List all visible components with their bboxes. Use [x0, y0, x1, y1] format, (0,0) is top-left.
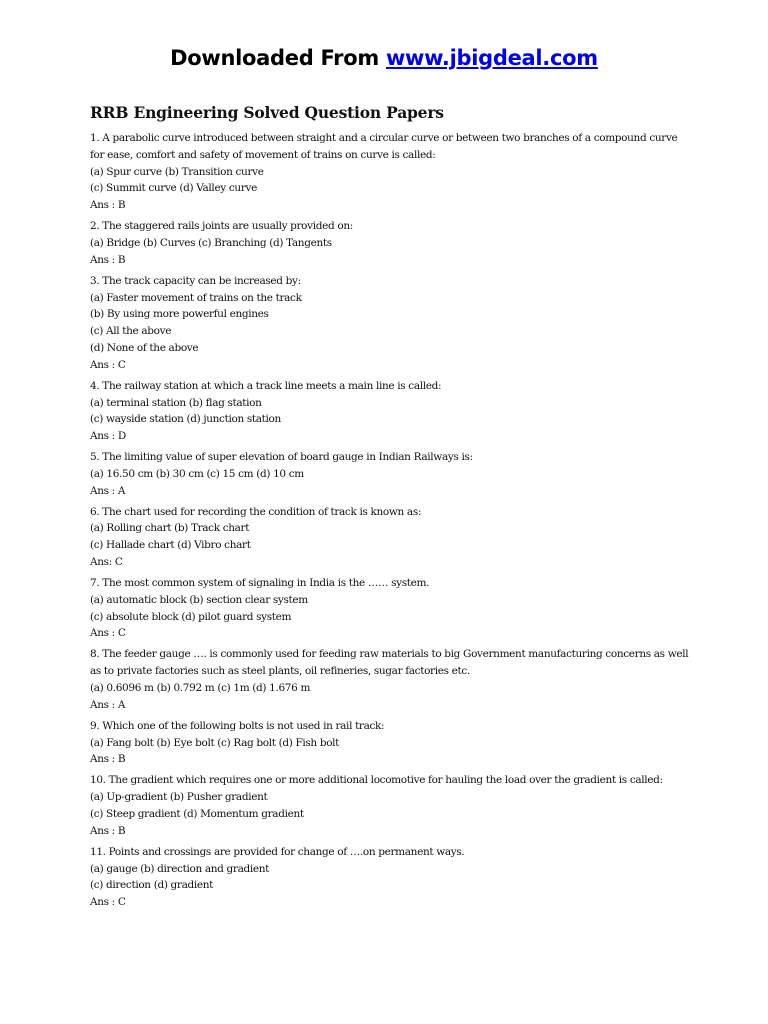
option-line: (a) 0.6096 m (b) 0.792 m (c) 1m (d) 1.676 m	[90, 682, 311, 695]
option-line: (c) All the above	[90, 325, 172, 338]
question-text: 9. Which one of the following bolts is not used in rail track:	[90, 719, 385, 732]
answer-line: Ans: C	[90, 556, 123, 569]
answer-line: Ans : C	[90, 627, 126, 640]
question-list	[90, 130, 690, 915]
answer-line: Ans : A	[90, 484, 126, 497]
option-line: (b) By using more powerful engines	[90, 308, 269, 321]
question-item	[90, 844, 690, 911]
banner-link[interactable]: www.jbigdeal.com	[385, 46, 598, 70]
option-line: (c) Steep gradient (d) Momentum gradient	[90, 807, 304, 820]
option-line: (a) Rolling chart (b) Track chart	[90, 522, 250, 535]
option-line: (a) Fang bolt (b) Eye bolt (c) Rag bolt (d) Fish bolt	[90, 736, 340, 749]
question-text: 11. Points and crossings are provided for change of ….on permanent ways.	[90, 845, 465, 858]
question-text: 7. The most common system of signaling in India is the …… system.	[90, 577, 430, 590]
answer-line: Ans : C	[90, 896, 126, 909]
answer-line: Ans : D	[90, 430, 126, 443]
question-text: 4. The railway station at which a track line meets a main line is called:	[90, 379, 442, 392]
answer-line: Ans : B	[90, 199, 126, 212]
option-line: (c) absolute block (d) pilot guard system	[90, 610, 292, 623]
option-line: (a) gauge (b) direction and gradient	[90, 862, 270, 875]
question-text: 6. The chart used for recording the condition of track is known as:	[90, 505, 422, 518]
option-line: (a) Up-gradient (b) Pusher gradient	[90, 791, 268, 804]
question-item	[90, 273, 690, 374]
question-item	[90, 378, 690, 445]
answer-line: Ans : B	[90, 753, 126, 766]
question-text: 2. The staggered rails joints are usually provided on:	[90, 220, 353, 233]
option-line: (a) Bridge (b) Curves (c) Branching (d) Tangents	[90, 236, 332, 249]
question-item	[90, 449, 690, 499]
answer-line: Ans : B	[90, 824, 126, 837]
download-banner	[0, 46, 768, 70]
question-text: 3. The track capacity can be increased by:	[90, 274, 301, 287]
option-line: (c) direction (d) gradient	[90, 879, 214, 892]
question-text: 1. A parabolic curve introduced between straight and a circular curve or between two branches of a compound curve for ease, comfort and safety of movement of trains on curve is called:	[90, 132, 678, 161]
question-text: 8. The feeder gauge …. is commonly used for feeding raw materials to big Government manufacturing concerns as well as to private factories such as steel plants, oil refineries, sugar factories etc.	[90, 648, 689, 678]
option-line: (c) Summit curve (d) Valley curve	[90, 182, 257, 195]
banner-prefix: Downloaded From	[170, 46, 386, 70]
question-item	[90, 218, 690, 268]
question-text: 5. The limiting value of super elevation of board gauge in Indian Railways is:	[90, 451, 473, 464]
question-item	[90, 646, 690, 713]
answer-line: Ans : C	[90, 358, 126, 371]
document-title: RRB Engineering Solved Question Papers	[90, 103, 444, 122]
option-line: (a) automatic block (b) section clear system	[90, 593, 308, 606]
option-line: (a) terminal station (b) flag station	[90, 396, 262, 409]
option-line: (a) Spur curve (b) Transition curve	[90, 165, 264, 178]
option-line: (a) 16.50 cm (b) 30 cm (c) 15 cm (d) 10 cm	[90, 467, 304, 480]
question-text: 10. The gradient which requires one or more additional locomotive for hauling the load over the gradient is called:	[90, 774, 663, 787]
question-item	[90, 504, 690, 571]
option-line: (a) Faster movement of trains on the track	[90, 291, 302, 304]
question-item	[90, 718, 690, 768]
answer-line: Ans : B	[90, 253, 126, 266]
answer-line: Ans : A	[90, 698, 126, 711]
option-line: (c) Hallade chart (d) Vibro chart	[90, 539, 251, 552]
option-line: (d) None of the above	[90, 341, 199, 354]
question-item	[90, 575, 690, 642]
question-item	[90, 772, 690, 839]
option-line: (c) wayside station (d) junction station	[90, 413, 281, 426]
question-item	[90, 130, 690, 214]
